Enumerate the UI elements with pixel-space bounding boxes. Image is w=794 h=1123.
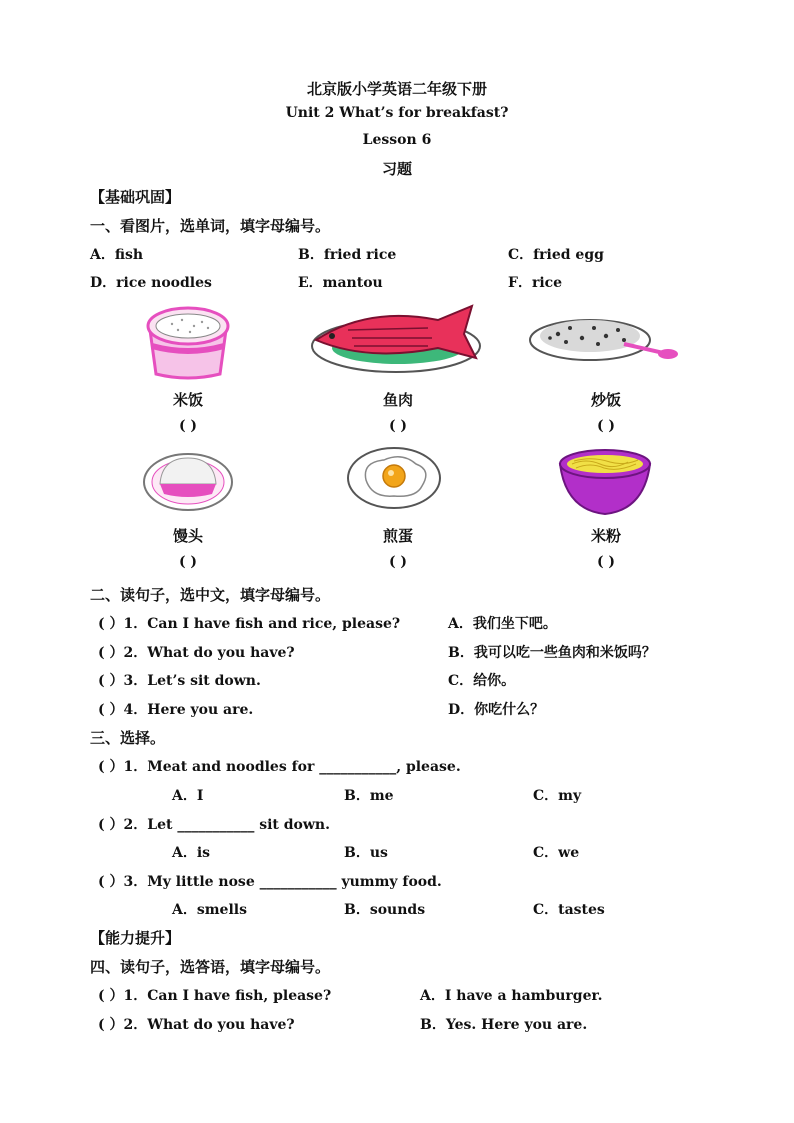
answer-blank-mantou[interactable]: ( ) bbox=[178, 554, 198, 570]
part4-title: 四、读句子，选答语，填字母编号。 bbox=[90, 958, 331, 976]
part4-answer-a: A．I have a hamburger. bbox=[420, 988, 603, 1004]
part1-option-a: A．fish bbox=[90, 247, 144, 263]
part1-option-d: D．rice noodles bbox=[90, 275, 212, 291]
caption-rice: 米饭 bbox=[172, 391, 203, 409]
part3-q3-option-a: A．smells bbox=[172, 902, 247, 918]
part3-q3-option-c: C．tastes bbox=[533, 902, 605, 918]
part3-question-1[interactable]: ( ）1．Meat and noodles for ___________, please. bbox=[98, 759, 461, 775]
part1-option-e: E．mantou bbox=[298, 275, 383, 291]
part2-answer-d: D．你吃什么？ bbox=[448, 702, 545, 718]
fish-plate-icon bbox=[308, 300, 484, 378]
caption-fried-rice: 炒饭 bbox=[590, 391, 621, 409]
answer-blank-fried-egg[interactable]: ( ) bbox=[388, 554, 408, 570]
answer-blank-fish[interactable]: ( ) bbox=[388, 418, 408, 434]
part4-question-2[interactable]: ( ）2．What do you have? bbox=[98, 1017, 295, 1033]
part1-title: 一、看图片，选单词，填字母编号。 bbox=[90, 217, 331, 235]
part2-answer-c: C．给你。 bbox=[448, 673, 516, 689]
part2-question-1[interactable]: ( ）1．Can I have fish and rice, please? bbox=[98, 616, 401, 632]
part1-option-b: B．fried rice bbox=[298, 247, 397, 263]
mantou-icon bbox=[142, 448, 234, 512]
part4-answer-b: B．Yes. Here you are. bbox=[420, 1017, 588, 1033]
part3-q3-option-b: B．sounds bbox=[344, 902, 426, 918]
answer-blank-fried-rice[interactable]: ( ) bbox=[596, 418, 616, 434]
part3-q2-option-c: C．we bbox=[533, 845, 580, 861]
part1-option-f: F．rice bbox=[508, 275, 563, 291]
unit-title: Unit 2 What’s for breakfast? bbox=[285, 105, 509, 121]
answer-blank-rice-noodles[interactable]: ( ) bbox=[596, 554, 616, 570]
part3-q1-option-b: B．me bbox=[344, 788, 394, 804]
part3-q1-option-c: C．my bbox=[533, 788, 582, 804]
part2-title: 二、读句子，选中文，填字母编号。 bbox=[90, 586, 331, 604]
caption-mantou: 馒头 bbox=[172, 527, 203, 545]
part3-q1-option-a: A．I bbox=[172, 788, 204, 804]
answer-blank-rice[interactable]: ( ) bbox=[178, 418, 198, 434]
rice-bowl-icon bbox=[142, 300, 234, 380]
lesson-title: Lesson 6 bbox=[362, 132, 432, 148]
part1-option-c: C．fried egg bbox=[508, 247, 604, 263]
caption-rice-noodles: 米粉 bbox=[590, 527, 621, 545]
fried-rice-icon bbox=[528, 310, 680, 366]
part3-question-3[interactable]: ( ）3．My little nose ___________ yummy food. bbox=[98, 874, 442, 890]
part2-question-2[interactable]: ( ）2．What do you have? bbox=[98, 645, 295, 661]
noodle-bowl-icon bbox=[556, 444, 654, 516]
caption-fried-egg: 煎蛋 bbox=[382, 527, 413, 545]
exercise-title: 习题 bbox=[381, 160, 412, 178]
section-advanced-heading: 【能力提升】 bbox=[90, 929, 181, 947]
part3-question-2[interactable]: ( ）2．Let ___________ sit down. bbox=[98, 817, 330, 833]
part3-title: 三、选择。 bbox=[90, 729, 166, 747]
caption-fish: 鱼肉 bbox=[382, 391, 413, 409]
fried-egg-icon bbox=[346, 446, 442, 510]
section-basic-heading: 【基础巩固】 bbox=[90, 188, 181, 206]
part2-question-3[interactable]: ( ）3．Let’s sit down. bbox=[98, 673, 261, 689]
part4-question-1[interactable]: ( ）1．Can I have fish, please? bbox=[98, 988, 332, 1004]
doc-title: 北京版小学英语二年级下册 bbox=[306, 80, 487, 98]
part3-q2-option-a: A．is bbox=[172, 845, 211, 861]
part2-question-4[interactable]: ( ）4．Here you are. bbox=[98, 702, 254, 718]
part2-answer-b: B．我可以吃一些鱼肉和米饭吗？ bbox=[448, 645, 656, 661]
part2-answer-a: A．我们坐下吧。 bbox=[448, 616, 557, 632]
part3-q2-option-b: B．us bbox=[344, 845, 388, 861]
